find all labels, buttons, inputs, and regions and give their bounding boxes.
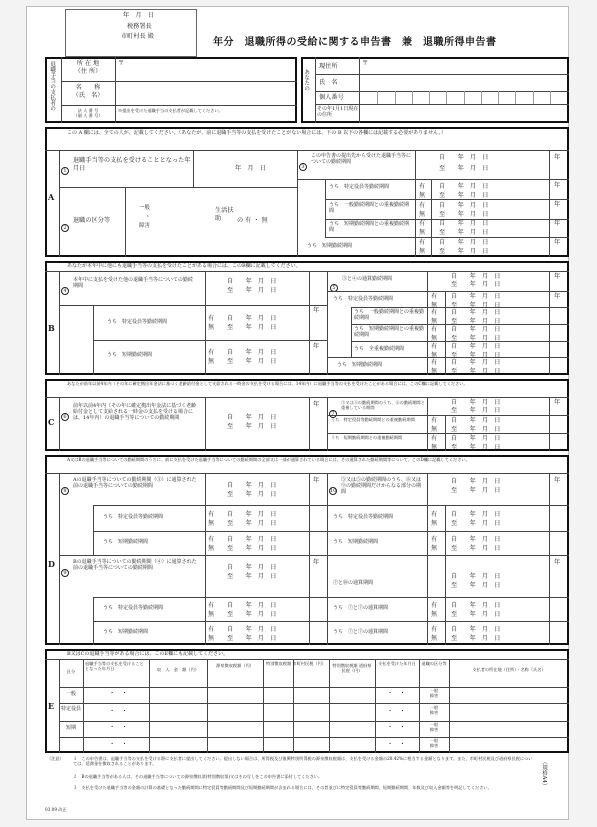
item-10-label: ③又は⑤の勤続期間のうち、⑧又は⑨の勤続期間だけからなる部分の期間 (341, 477, 422, 495)
payer-postal-mark: 〒 (118, 60, 125, 67)
e-header-withholding: 源泉徴収税額（円） (216, 663, 254, 668)
e-kubun-1-disabled[interactable]: 障害 (429, 692, 439, 698)
c-sub2: うち 短期勤続期間との重複勤続期間 (331, 435, 403, 440)
e-header-prefectural: 特別徴収税額 道府県民税（円） (332, 663, 372, 674)
d10-sub1: うち 特定役員等勤続期間 (333, 514, 394, 520)
e-header-date: 退職手当等の支払を受けることとなった年月日 (85, 661, 144, 672)
d10-sub2: うち 短期勤続期間 (333, 539, 379, 545)
b-right-sub5: うち 短期勤続期間 (337, 362, 383, 368)
welfare-label: 生活扶助 (215, 207, 234, 222)
payer-corp-number-label: 法 人 番 号 （個 人 番 号） (73, 108, 103, 119)
municipality-label: 市町村長 殿 (121, 33, 154, 40)
item-2-marker: 2 (61, 224, 69, 232)
submission-date[interactable]: 年 月 日 (123, 12, 154, 19)
e-row-general: 一般 (65, 691, 76, 697)
a3-from: 自 (439, 154, 446, 161)
e-header-payer: 支払者の所在地（住所）・名称（氏名） (472, 667, 546, 672)
payer-name-field[interactable] (117, 81, 297, 105)
b-left-sub2: うち 短期勤続期間 (107, 352, 153, 358)
tax-form-sheet: 年 月 日 税務署長 市町村長 殿 年分 退職所得の受給に関する申告書 兼 退職所得申告書 退職手当の支払者の 所 在 地 （住 所） 〒 名 称 （氏 名） 法 人 番 号 （個 人 番 号） ※提出を受けた退職手当の支払者が記載してください。 あなたの 現住所 〒 氏 名 個人番号 その年1月1日現在の住所 この A 欄には、全ての人が、記載してください。（あなたが、前に退職手当等の支払を受けたことがない場合には、下の B 以下の各欄には記載する必要がありません。） A 1 退職手当等の支払を受けることとなった年月日 年 月 日 2 退職の区分等 一般 ・ 障害 生活扶助 の 有 ・ 無 3 この申告書の提出先から受けた退職手当等についての勤続期間 うち 特定役員等勤続期間 うち 一般勤続期間との重複勤続期間 うち 短期勤続期間との重複勤続期間 うち 短期勤続期間 自 年 月 日 至 年 月 日 年 有 無 自 年 月 日 至 年 月 日 年 有 無 自 年 月 日 至 年 月 日 年 有 無 自 年 月 日 至 年 月 日 年 有 無 自 年 月 日 至 年 月 日 年 あなたが本年中に他にも退職手当等の支払を受けたことがある場合には、このB欄に記載してください。 B 4 本年中に支払を受けた他の退職手当等についての勤続期間 自 年 月 日 至 年 月 日 年 うち 特定役員等勤続期間 有 無 自 年 月 日 至 年 月 日 うち 短期勤続期間 有 無 自 年 月 日 至 年 月 日 年 5 ③と④の通算勤続期間 自 年 月 日 至 年 月 日 年 うち 特定役員等勤続期間 うち 一般勤続期間との重複勤続期間 うち 短期勤続期間との重複勤続期間 うち 全重複勤続期間 うち 短期勤続期間 有 無 自 年 月 日 至 年 月 日 年 有 無 自 年 月 日 至 年 月 日 有 無 自 年 月 日 至 年 月 日 有 無 自 年 月 日 至 年 月 日 有 無 自 年 月 日 至 年 月 日 あなたが前年以前4年内（その年に確定拠出年金法に基づく老齢給付金として支給される一時金の支払を受ける場合には、14年内）に退職手当等の支払を受けたことがある場合には、このC欄に記載してください。 C 6 前年以前4年内（その年に確定拠出年金法に基づく老齢給付金として支給される一時金の支払を受ける場合には、14年内）の退職手当等についての勤続期間 自 年 月 日 至 年 月 日 年 7 ③又は⑤の勤続期間のうち、⑥の勤続期間と重複している期間 自 年 月 日 至 年 月 日 年 うち 特定役員等勤続期間との重複勤続期間 うち 短期勤続期間との重複勤続期間 有 無 自 年 月 日 至 年 月 日 有 無 自 年 月 日 至 年 月 日 A又はBの退職手当等についての勤続期間のうちに、前に支払を受けた退職手当等についての勤続期間の全部又は一部が通算されている場合には、その通算された勤続期間等について、このD欄に記載してください。 D 8 Aの退職手当等についての勤続期間（③）に通算された前の退職手当等についての勤続期間 自 年 月 日 至 年 月 日 年 うち 特定役員等勤続期間 有 無 自 年 月 日 至 年 月 日 うち 短期勤続期間 有 無 自 年 月 日 至 年 月 日 9 Bの退職手当等についての勤続期間（④）に通算された前の退職手当等についての勤続期間 自 年 月 日 至 年 月 日 年 うち 特定役員等勤続期間 有 無 自 年 月 日 至 年 月 日 うち 短期勤続期間 有 無 自 年 月 日 至 年 月 日 10 ③又は⑤の勤続期間のうち、⑧又は⑨の勤続期間だけからなる部分の期間 自 年 月 日 至 年 月 日 年 うち 特定役員等勤続期間 有 無 自 年 月 日 至 年 月 日 うち 短期勤続期間 有 無 自 年 月 日 至 年 月 日 ⑦と⑩の通算期間 自 年 月 日 至 年 月 日 年 うち ⑦と⑦の通算期間 有 無 自 年 月 日 至 年 月 日 うち ⑦と⑦の通算期間 有 無 自 年 月 日 至 年 月 日 B又はCの退職手当等がある場合には、このE欄にも記載してください。 E 区分 退職手当等の支払を受けることとなった年月日 収 入 金 額（円） 源泉徴収税額（円） 特別徴収税額 市町村民税（円） 特別徴収税額 道府県民税（円） 支払を受けた年月日 退職の区分等 支払者の所在地（住所）・名称（氏名） 一般 特定役員 短期 ・ ・ ・ ・ ・ ・ ・ ・ ・ ・ ・ ・ ・ ・ ・ ・ 一般 障害 一般 障害 一般 障害 一般 障害 （注意） １ この申告書は、退職手当等の支払を受ける際に支払者に提出してください。提出しない場合は、所得税及び復興特別所得税の源泉徴収税額は、支払を受ける金額の20.42%に相当する金額となります。また、市町村民税及び道府県民税については、延滞金を徴収されることがあります。 ２ Bの退職手当等がある人は、その退職手当等についての源泉徴収票(特別徴収票)又はその写しをこの申告書に添付してください。 ３ 支払を受けた退職手当等の金額の計算の基礎となった勤続期間に特定役員等勤続期間及び短期勤続期間が含まれる場合には、その旨並びに特定役員等勤続期間、短期勤続期間、年数及び収入金額等を明記してください。 （規格A4） 03.09 改正 (26, 6, 569, 820)
e-date-2[interactable]: ・ ・ (109, 708, 128, 715)
a-sub1-yesno (419, 182, 425, 201)
c6-to-date[interactable]: 年 月 日 (245, 423, 277, 431)
e-row-officer: 特定役員 (61, 706, 82, 712)
e-header-kubun: 区分 (66, 669, 76, 674)
e-kubun-1-general[interactable]: 一般 (429, 688, 439, 693)
retire-type-general[interactable]: 一般 (139, 205, 151, 211)
recipient-postal-mark: 〒 (362, 60, 369, 67)
e-header-paid-date: 支払を受けた年月日 (378, 661, 416, 666)
payer-vertical-label: 退職手当の支払者の (49, 61, 56, 112)
my-number-boxes[interactable] (361, 91, 567, 104)
b-right-sub1: うち 特定役員等勤続期間 (333, 296, 394, 302)
b-right-sub3: うち 短期勤続期間との重複勤続期間 (354, 326, 425, 338)
item-7-label: ③又は⑤の勤続期間のうち、⑥の勤続期間と重複している期間 (341, 400, 425, 411)
b-right-sub2: うち 一般勤続期間との重複勤続期間 (354, 309, 425, 321)
item-6-label: 前年以前4年内（その年に確定拠出年金法に基づく老齢給付金として支給される一時金の支払を受ける場合には、14年内）の退職手当等についての勤続期間 (73, 403, 197, 421)
payer-address-field[interactable] (117, 57, 297, 81)
a-sub1: うち 特定役員等勤続期間 (329, 184, 390, 190)
item-10-marker: 10 (330, 488, 337, 494)
e-date-3[interactable]: ・ ・ (109, 724, 128, 731)
e-paid-3[interactable]: ・ ・ (387, 724, 406, 731)
item-1-label: 退職手当等の支払を受けることとなった年月日 (73, 157, 191, 172)
a3-to: 至 (439, 165, 446, 172)
a3-years[interactable]: 年 (554, 154, 561, 161)
retire-type-disabled[interactable]: 障害 (139, 223, 151, 229)
item-5-label: ③と④の通算勤続期間 (342, 276, 393, 282)
b4-to-date[interactable]: 年 月 日 (245, 287, 277, 295)
section-a-intro: この A 欄には、全ての人が、記載してください。（あなたが、前に退職手当等の支払を受けたことがない場合には、下の B 以下の各欄には記載する必要がありません。） (67, 130, 446, 136)
item-3-marker: 3 (299, 163, 307, 171)
item-9-marker: 9 (61, 569, 69, 577)
section-a-letter: A (48, 192, 55, 202)
payer-corp-number-field[interactable] (117, 105, 297, 123)
b4-from-date[interactable]: 年 月 日 (245, 278, 277, 285)
notes-heading: （注意） (47, 756, 64, 761)
e-paid-4[interactable]: ・ ・ (387, 741, 406, 748)
c-sub1: うち 特定役員等勤続期間との重複勤続期間 (331, 417, 415, 422)
b-left-sub1: うち 特定役員等勤続期間 (107, 319, 168, 325)
payer-address-label: 所 在 地 （住 所） (74, 60, 102, 75)
c6-from-date[interactable]: 年 月 日 (245, 414, 277, 421)
a3-from-date[interactable]: 年 月 日 (457, 154, 489, 161)
a3-to-date[interactable]: 年 月 日 (457, 165, 489, 172)
item-8-label: Aの退職手当等についての勤続期間（③）に通算された前の退職手当等についての勤続期間 (73, 477, 197, 489)
d8-sub1: うち 特定役員等勤続期間 (103, 514, 164, 520)
item-8-marker: 8 (61, 487, 69, 495)
b-right-sub4: うち 全重複勤続期間 (354, 346, 405, 352)
d9-sub1: うち 特定役員等勤続期間 (103, 605, 164, 611)
a-sub4: うち 短期勤続期間 (307, 243, 353, 249)
note-3: ３ 支払を受けた退職手当等の金額の計算の基礎となった勤続期間に特定役員等勤続期間及び短期勤続期間が含まれる場合には、その旨並びに特定役員等勤続期間、短期勤続期間、年数及び収入金額等を明記してください。 (73, 785, 492, 790)
recipient-vertical-label: あなたの (303, 69, 310, 92)
item-1-marker: 1 (61, 167, 69, 175)
e-header-municipal: 特別徴収税額 市町村民税（円） (266, 661, 326, 666)
e-paid-1[interactable]: ・ ・ (387, 690, 406, 697)
revision-label: 03.09 改正 (45, 807, 67, 812)
payer-name-label: 名 称 （氏 名） (72, 84, 104, 99)
d9-sub2: うち 短期勤続期間 (103, 629, 149, 635)
my-number-label: 個人番号 (319, 94, 344, 101)
paper-size-label: （規格A4） (541, 759, 548, 789)
a-sub1-no[interactable]: 無 (419, 192, 426, 200)
e-header-income: 収 入 金 額（円） (157, 667, 199, 672)
d8-sub2: うち 短期勤続期間 (103, 539, 149, 545)
e-date-4[interactable]: ・ ・ (109, 741, 128, 748)
section-e-letter: E (48, 701, 55, 711)
d11-sub1: うち ⑦と⑦の通算期間 (333, 605, 389, 611)
note-2: ２ Bの退職手当等がある人は、その退職手当等についての源泉徴収票(特別徴収票)又はその写しをこの申告書に添付してください。 (73, 774, 323, 779)
section-b-intro: あなたが本年中に他にも退職手当等の支払を受けたことがある場合には、このB欄に記載してください。 (67, 263, 301, 269)
item-2-label: 退職の区分等 (73, 217, 111, 224)
e-header-retire-type: 退職の区分等 (421, 661, 447, 666)
section-c-letter: C (48, 417, 55, 427)
recipient-name-field[interactable] (361, 74, 567, 91)
d11-sub2: うち ⑦と⑦の通算期間 (333, 629, 389, 635)
current-address-label: 現住所 (319, 63, 338, 70)
item-7-marker: 7 (329, 410, 337, 418)
recipient-name-label: 氏 名 (319, 79, 338, 86)
form-title: 年分 退職所得の受給に関する申告書 兼 退職所得申告書 (213, 37, 497, 48)
item-11-label: ⑦と⑩の通算期間 (333, 580, 374, 586)
item-1-date[interactable]: 年 月 日 (235, 165, 266, 172)
item-6-marker: 6 (61, 413, 69, 421)
section-c-intro: あなたが前年以前4年内（その年に確定拠出年金法に基づく老齢給付金として支給される一時金の支払を受ける場合には、14年内）に退職手当等の支払を受けたことがある場合には、このC欄に記載してください。 (67, 381, 468, 386)
section-d-intro: A又はBの退職手当等についての勤続期間のうちに、前に支払を受けた退職手当等についての勤続期間の全部又は一部が通算されている場合には、その通算された勤続期間等について、このD欄に記載してください。 (67, 457, 470, 462)
welfare-yesno[interactable]: の 有 ・ 無 (237, 217, 268, 224)
item-4-label: 本年中に支払を受けた他の退職手当等についての勤続期間 (73, 277, 193, 289)
corp-number-note: ※提出を受けた退職手当の支払者が記載してください。 (118, 108, 223, 113)
item-5-marker: 5 (330, 284, 338, 292)
section-e-intro: B又はCの退職手当等がある場合には、このE欄にも記載してください。 (67, 651, 229, 657)
e-row-short: 短期 (65, 725, 76, 731)
a-sub2: うち 一般勤続期間との重複勤続期間 (329, 202, 410, 214)
tax-office-label: 税務署長 (127, 23, 152, 30)
e-date-1[interactable]: ・ ・ (109, 690, 128, 697)
a-sub3: うち 短期勤続期間との重複勤続期間 (329, 221, 410, 233)
item-9-label: Bの退職手当等についての勤続期間（④）に通算された前の退職手当等についての勤続期間 (73, 559, 197, 571)
item-4-marker: 4 (61, 287, 69, 295)
note-1: １ この申告書は、退職手当等の支払を受ける際に支払者に提出してください。提出しない場合は、所得税及び復興特別所得税の源泉徴収税額は、支払を受ける金額の20.42%に相当する金額となります。また、市町村民税及び道府県民税については、延滞金を徴収されることがあります。 (73, 756, 533, 767)
section-d-letter: D (48, 559, 55, 569)
e-paid-2[interactable]: ・ ・ (387, 708, 406, 715)
a-sub1-yes[interactable]: 有 (419, 183, 426, 190)
item-3-label: この申告書の提出先から受けた退職手当等についての勤続期間 (311, 153, 412, 165)
jan1-address-label: その年1月1日現在の住所 (317, 106, 359, 118)
section-b-letter: B (48, 323, 55, 333)
